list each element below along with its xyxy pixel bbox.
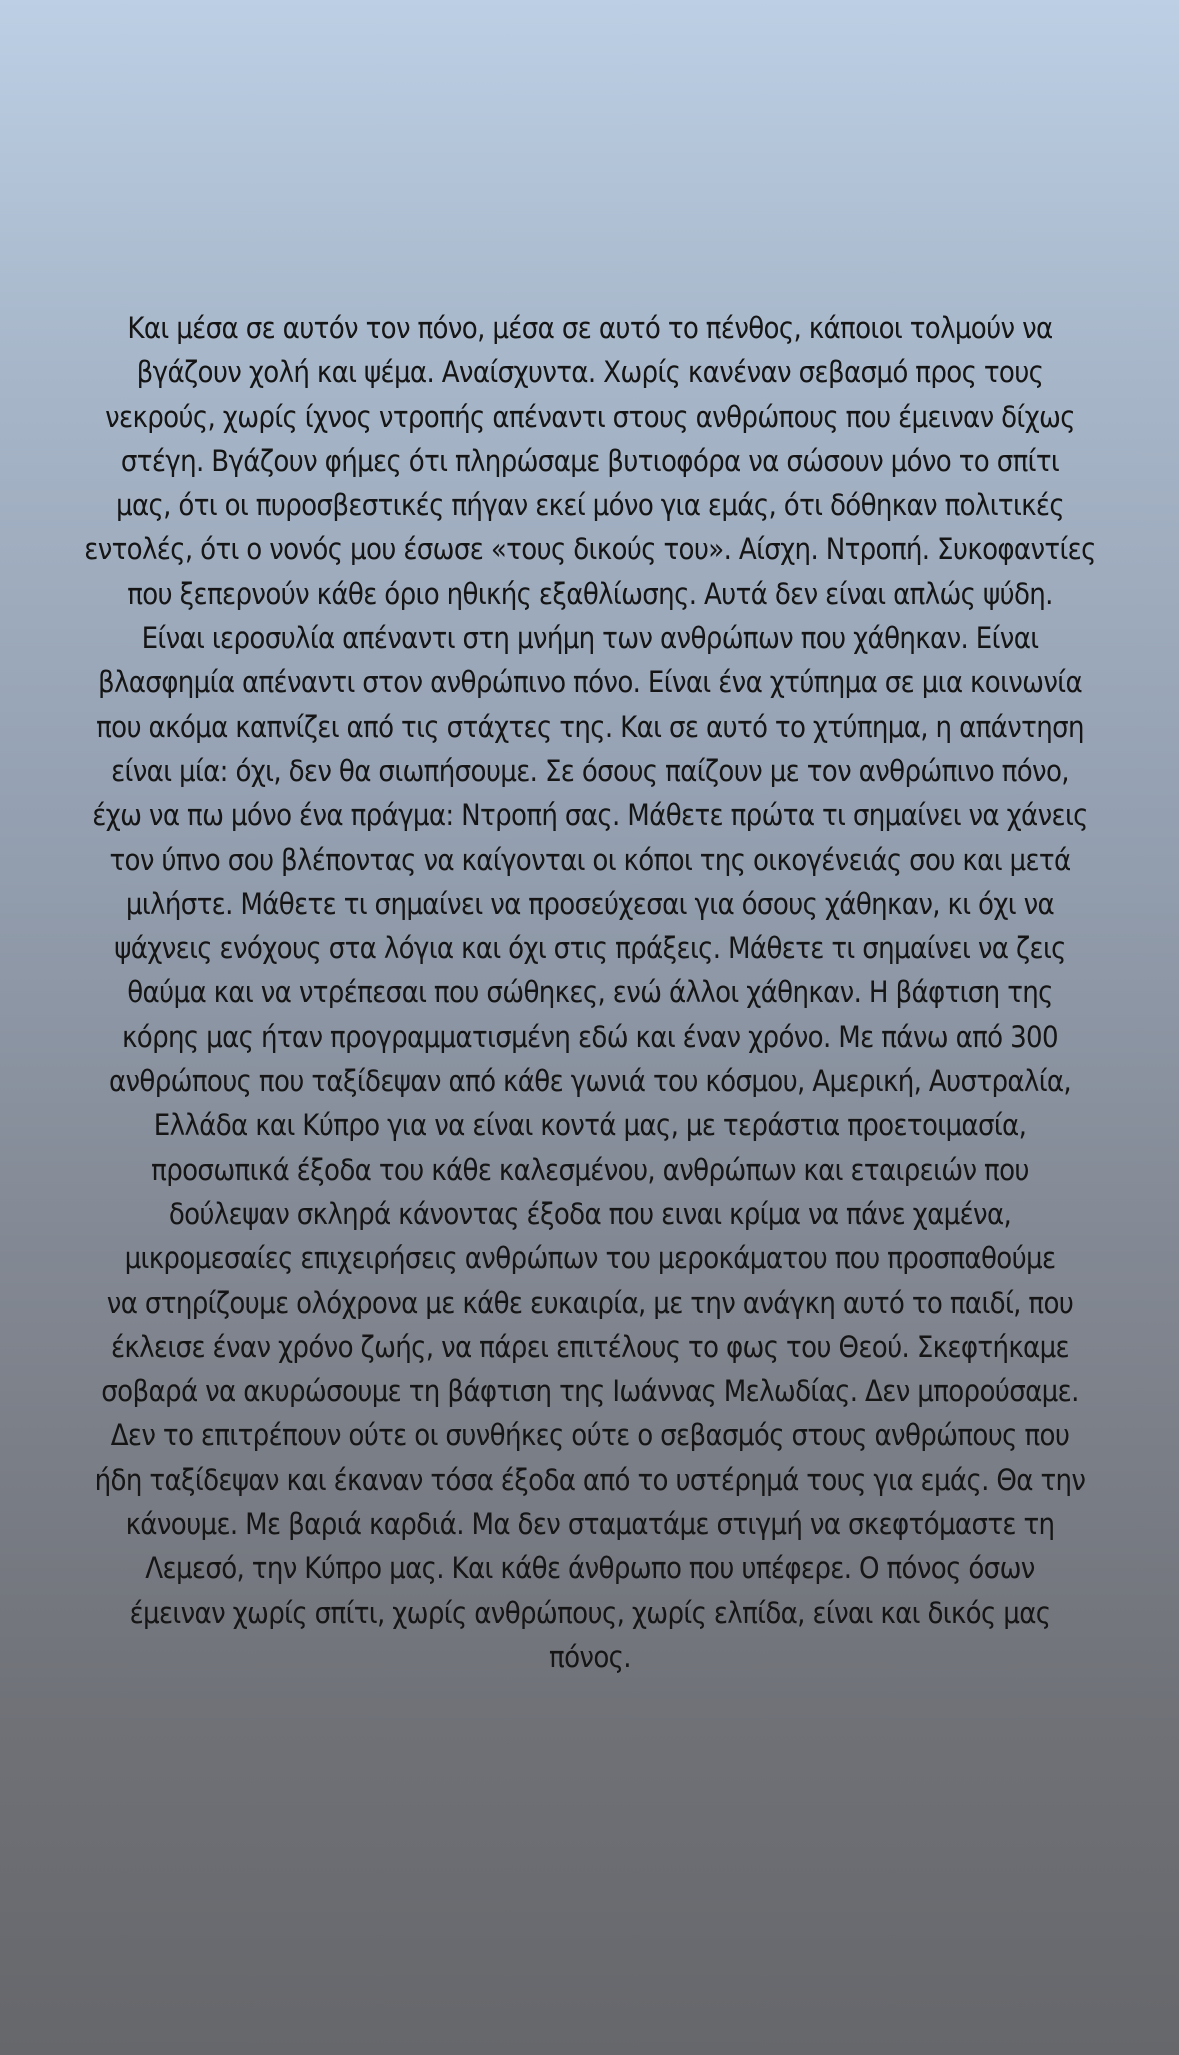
text-line: έμειναν χωρίς σπίτι, χωρίς ανθρώπους, χωρίς ελπίδα, είναι και δικός μας <box>129 1595 1051 1630</box>
text-line: νεκρούς, χωρίς ίχνος ντροπής απέναντι στους ανθρώπους που έμειναν δίχως <box>105 399 1075 434</box>
text-line: ψάχνεις ενόχους στα λόγια και όχι στις πράξεις. Μάθετε τι σημαίνει να ζεις <box>114 931 1066 966</box>
text-line: τον ύπνο σου βλέποντας να καίγονται οι κόποι της οικογένειάς σου και μετά <box>109 842 1071 877</box>
text-line: πόνος. <box>549 1639 631 1674</box>
text-line: σοβαρά να ακυρώσουμε τη βάφτιση της Ιωάννας Μελωδίας. Δεν μπορούσαμε. <box>101 1374 1079 1409</box>
text-line: Και μέσα σε αυτόν τον πόνο, μέσα σε αυτό το πένθος, κάποιοι τολμούν να <box>127 311 1053 345</box>
text-line: Δεν το επιτρέπουν ούτε οι συνθήκες ούτε ο σεβασμός στους ανθρώπους που <box>110 1418 1070 1453</box>
text-line: έκλεισε έναν χρόνο ζωής, να πάρει επιτέλους το φως του Θεού. Σκεφτήκαμε <box>110 1329 1070 1364</box>
text-line: που ξεπερνούν κάθε όριο ηθικής εξαθλίωσης. Αυτά δεν είναι απλώς ψύδη. <box>127 576 1053 611</box>
text-line: προσωπικά έξοδα του κάθε καλεσμένου, ανθρώπων και εταιρειών που <box>151 1152 1029 1187</box>
text-line: έχω να πω μόνο ένα πράγμα: Ντροπή σας. Μάθετε πρώτα τι σημαίνει να χάνεις <box>92 798 1088 833</box>
text-line: Λεμεσό, την Κύπρο μας. Και κάθε άνθρωπο που υπέφερε. Ο πόνος όσων <box>145 1551 1035 1586</box>
text-line: θαύμα και να ντρέπεσαι που σώθηκες, ενώ άλλοι χάθηκαν. Η βάφτιση της <box>127 975 1053 1010</box>
text-line: βλασφημία απέναντι στον ανθρώπινο πόνο. Είναι ένα χτύπημα σε μια κοινωνία <box>97 665 1083 700</box>
text-line: μας, ότι οι πυροσβεστικές πήγαν εκεί μόνο για εμάς, ότι δόθηκαν πολιτικές <box>116 488 1064 523</box>
text-line: δούλεψαν σκληρά κάνοντας έξοδα που ειναι κρίμα να πάνε χαμένα, <box>168 1196 1012 1231</box>
text-line: Είναι ιεροσυλία απέναντι στη μνήμη των ανθρώπων που χάθηκαν. Είναι <box>141 621 1039 656</box>
text-line: να στηρίζουμε ολόχρονα με κάθε ευκαιρία, με την ανάγκη αυτό το παιδί, που <box>106 1285 1074 1320</box>
text-line: ανθρώπους που ταξίδεψαν από κάθε γωνιά του κόσμου, Αμερική, Αυστραλία, <box>108 1064 1072 1099</box>
text-line: Ελλάδα και Κύπρο για να είναι κοντά μας, με τεράστια προετοιμασία, <box>153 1108 1027 1143</box>
story-text-block <box>42 306 1138 1679</box>
text-line: στέγη. Βγάζουν φήμες ότι πληρώσαμε βυτιοφόρα να σώσουν μόνο το σπίτι <box>120 443 1060 478</box>
text-line: είναι μία: όχι, δεν θα σιωπήσουμε. Σε όσους παίζουν με τον ανθρώπινο πόνο, <box>111 753 1069 788</box>
text-line: μιλήστε. Μάθετε τι σημαίνει να προσεύχεσαι για όσους χάθηκαν, κι όχι να <box>125 886 1055 921</box>
text-line: κόρης μας ήταν προγραμματισμένη εδώ και έναν χρόνο. Με πάνω από 300 <box>122 1019 1058 1054</box>
text-line: εντολές, ότι ο νονός μου έσωσε «τους δικούς του». Αίσχη. Ντροπή. Συκοφαντίες <box>84 532 1096 567</box>
text-line: κάνουμε. Με βαριά καρδιά. Μα δεν σταματάμε στιγμή να σκεφτόμαστε τη <box>125 1507 1055 1542</box>
text-line: ήδη ταξίδεψαν και έκαναν τόσα έξοδα από το υστέρημά τους για εμάς. Θα την <box>94 1462 1086 1497</box>
text-line: μικρομεσαίες επιχειρήσεις ανθρώπων του μεροκάματου που προσπαθούμε <box>124 1241 1056 1276</box>
text-line: βγάζουν χολή και ψέμα. Αναίσχυντα. Χωρίς κανέναν σεβασμό προς τους <box>136 355 1044 390</box>
text-line: που ακόμα καπνίζει από τις στάχτες της. Και σε αυτό το χτύπημα, η απάντηση <box>96 709 1084 744</box>
